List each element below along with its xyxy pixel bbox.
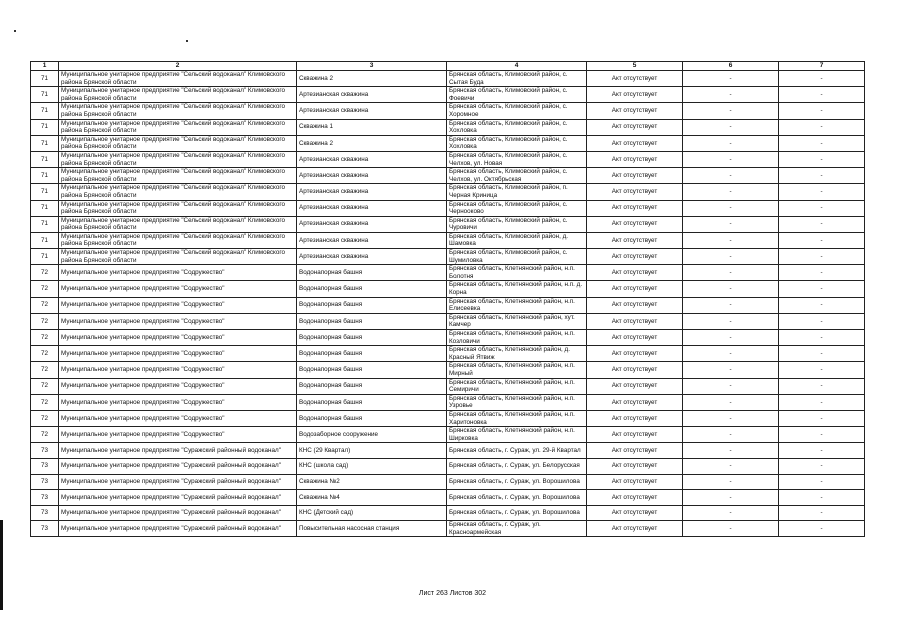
column-7-value: -: [779, 216, 865, 232]
table-row: [31, 71, 865, 87]
act-status: Акт отсутствует: [587, 168, 683, 184]
object-address: Брянская область, Климовский район, с. Сытая Буда: [447, 71, 587, 87]
object-name: Артезианская скважина: [297, 232, 447, 248]
column-6-value: -: [683, 410, 779, 426]
object-address: Брянская область, г. Сураж, ул. Ворошилова: [447, 505, 587, 521]
table-row: [31, 427, 865, 443]
object-name: Артезианская скважина: [297, 87, 447, 103]
column-header: 3: [297, 62, 447, 71]
row-number: 71: [31, 216, 59, 232]
object-address: Брянская область, Климовский район, с. Шумиловка: [447, 249, 587, 265]
column-7-value: -: [779, 474, 865, 490]
row-number: 71: [31, 135, 59, 151]
column-6-value: -: [683, 119, 779, 135]
act-status: Акт отсутствует: [587, 249, 683, 265]
object-name: Водонапорная башня: [297, 313, 447, 329]
object-address: Брянская область, Клетнянский район, хут. Камчер: [447, 313, 587, 329]
row-number: 72: [31, 297, 59, 313]
row-number: 71: [31, 151, 59, 167]
object-address: Брянская область, Климовский район, с. Хохловка: [447, 135, 587, 151]
object-address: Брянская область, Климовский район, с. Чуровичи: [447, 216, 587, 232]
object-address: Брянская область, Клетнянский район, н.п. Болотня: [447, 265, 587, 281]
column-7-value: -: [779, 378, 865, 394]
organization-name: Муниципальное унитарное предприятие "Сельский водоканал" Климовского района Брянской области: [59, 168, 297, 184]
object-name: КНС (29 Квартал): [297, 443, 447, 459]
object-name: КНС (школа сад): [297, 458, 447, 474]
row-number: 72: [31, 427, 59, 443]
act-status: Акт отсутствует: [587, 394, 683, 410]
organization-name: Муниципальное унитарное предприятие "Содружество": [59, 427, 297, 443]
organization-name: Муниципальное унитарное предприятие "Содружество": [59, 394, 297, 410]
act-status: Акт отсутствует: [587, 200, 683, 216]
object-name: Артезианская скважина: [297, 168, 447, 184]
table-row: [31, 281, 865, 297]
column-header: 5: [587, 62, 683, 71]
row-number: 72: [31, 394, 59, 410]
object-address: Брянская область, Клетнянский район, н.п. Елисеевка: [447, 297, 587, 313]
object-address: Брянская область, Клетнянский район, н.п. Харитоновка: [447, 410, 587, 426]
object-address: Брянская область, Клетнянский район, н.п. Узровье: [447, 394, 587, 410]
object-address: Брянская область, Климовский район, с. Фоевичи: [447, 87, 587, 103]
organization-name: Муниципальное унитарное предприятие "Сельский водоканал" Климовского района Брянской области: [59, 232, 297, 248]
row-number: 71: [31, 168, 59, 184]
column-6-value: -: [683, 443, 779, 459]
column-header: 6: [683, 62, 779, 71]
object-address: Брянская область, г. Сураж, ул. 29-й Квартал: [447, 443, 587, 459]
object-address: Брянская область, Климовский район, с. Хохловка: [447, 119, 587, 135]
object-name: Водонапорная башня: [297, 297, 447, 313]
organization-name: Муниципальное унитарное предприятие "Содружество": [59, 378, 297, 394]
column-6-value: -: [683, 521, 779, 537]
column-7-value: -: [779, 135, 865, 151]
column-7-value: -: [779, 168, 865, 184]
act-status: Акт отсутствует: [587, 458, 683, 474]
organization-name: Муниципальное унитарное предприятие "Сельский водоканал" Климовского района Брянской области: [59, 103, 297, 119]
organization-name: Муниципальное унитарное предприятие "Сельский водоканал" Климовского района Брянской области: [59, 200, 297, 216]
object-name: Водонапорная башня: [297, 378, 447, 394]
column-7-value: -: [779, 490, 865, 506]
organization-name: Муниципальное унитарное предприятие "Суражский районный водоканал": [59, 474, 297, 490]
object-address: Брянская область, Клетнянский район, н.п. д. Корна: [447, 281, 587, 297]
object-address: Брянская область, Климовский район, с. Хоромное: [447, 103, 587, 119]
object-address: Брянская область, г. Сураж, ул. Ворошилова: [447, 474, 587, 490]
column-7-value: -: [779, 151, 865, 167]
act-status: Акт отсутствует: [587, 135, 683, 151]
object-name: Повысительная насосная станция: [297, 521, 447, 537]
table-row: [31, 394, 865, 410]
register-table: [30, 61, 865, 537]
column-7-value: -: [779, 103, 865, 119]
column-6-value: -: [683, 474, 779, 490]
column-6-value: -: [683, 184, 779, 200]
object-address: Брянская область, г. Сураж, ул. Красноармейская: [447, 521, 587, 537]
row-number: 73: [31, 474, 59, 490]
column-header: 1: [31, 62, 59, 71]
column-7-value: -: [779, 281, 865, 297]
column-7-value: -: [779, 458, 865, 474]
column-7-value: -: [779, 394, 865, 410]
object-name: Водонапорная башня: [297, 330, 447, 346]
column-7-value: -: [779, 313, 865, 329]
table-row: [31, 505, 865, 521]
object-name: Скважина 1: [297, 119, 447, 135]
act-status: Акт отсутствует: [587, 521, 683, 537]
column-7-value: -: [779, 232, 865, 248]
act-status: Акт отсутствует: [587, 119, 683, 135]
table-row: [31, 458, 865, 474]
organization-name: Муниципальное унитарное предприятие "Содружество": [59, 265, 297, 281]
row-number: 73: [31, 490, 59, 506]
column-6-value: -: [683, 71, 779, 87]
act-status: Акт отсутствует: [587, 71, 683, 87]
act-status: Акт отсутствует: [587, 378, 683, 394]
table-row: [31, 200, 865, 216]
row-number: 71: [31, 71, 59, 87]
organization-name: Муниципальное унитарное предприятие "Суражский районный водоканал": [59, 443, 297, 459]
act-status: Акт отсутствует: [587, 103, 683, 119]
act-status: Акт отсутствует: [587, 216, 683, 232]
object-address: Брянская область, г. Сураж, ул. Белорусская: [447, 458, 587, 474]
column-7-value: -: [779, 87, 865, 103]
column-7-value: -: [779, 249, 865, 265]
column-6-value: -: [683, 135, 779, 151]
table-row: [31, 232, 865, 248]
organization-name: Муниципальное унитарное предприятие "Сельский водоканал" Климовского района Брянской области: [59, 249, 297, 265]
table-row: [31, 265, 865, 281]
organization-name: Муниципальное унитарное предприятие "Сельский водоканал" Климовского района Брянской области: [59, 216, 297, 232]
organization-name: Муниципальное унитарное предприятие "Сельский водоканал" Климовского района Брянской области: [59, 151, 297, 167]
act-status: Акт отсутствует: [587, 330, 683, 346]
act-status: Акт отсутствует: [587, 281, 683, 297]
row-number: 72: [31, 346, 59, 362]
row-number: 72: [31, 378, 59, 394]
object-address: Брянская область, Климовский район, с. Чeлхов, ул. Октябрьская: [447, 168, 587, 184]
organization-name: Муниципальное унитарное предприятие "Сельский водоканал" Климовского района Брянской области: [59, 135, 297, 151]
object-name: Водонапорная башня: [297, 346, 447, 362]
act-status: Акт отсутствует: [587, 313, 683, 329]
table-row: [31, 87, 865, 103]
act-status: Акт отсутствует: [587, 443, 683, 459]
row-number: 71: [31, 249, 59, 265]
table-row: [31, 490, 865, 506]
column-6-value: -: [683, 458, 779, 474]
row-number: 71: [31, 232, 59, 248]
object-name: Артезианская скважина: [297, 200, 447, 216]
scan-speck: [14, 30, 16, 32]
table-row: [31, 443, 865, 459]
table-row: [31, 168, 865, 184]
act-status: Акт отсутствует: [587, 490, 683, 506]
object-name: Скважина №2: [297, 474, 447, 490]
table-row: [31, 297, 865, 313]
object-address: Брянская область, Климовский район, п. Черная Криница: [447, 184, 587, 200]
row-number: 73: [31, 521, 59, 537]
column-6-value: -: [683, 378, 779, 394]
act-status: Акт отсутствует: [587, 265, 683, 281]
table-row: [31, 103, 865, 119]
column-7-value: -: [779, 119, 865, 135]
column-6-value: -: [683, 281, 779, 297]
act-status: Акт отсутствует: [587, 232, 683, 248]
act-status: Акт отсутствует: [587, 362, 683, 378]
organization-name: Муниципальное унитарное предприятие "Суражский районный водоканал": [59, 521, 297, 537]
act-status: Акт отсутствует: [587, 297, 683, 313]
column-6-value: -: [683, 505, 779, 521]
row-number: 72: [31, 313, 59, 329]
act-status: Акт отсутствует: [587, 346, 683, 362]
organization-name: Муниципальное унитарное предприятие "Содружество": [59, 410, 297, 426]
column-6-value: -: [683, 362, 779, 378]
column-header: 2: [59, 62, 297, 71]
table-row: [31, 362, 865, 378]
column-6-value: -: [683, 168, 779, 184]
row-number: 71: [31, 200, 59, 216]
column-7-value: -: [779, 346, 865, 362]
column-header: 7: [779, 62, 865, 71]
act-status: Акт отсутствует: [587, 474, 683, 490]
object-address: Брянская область, Клетнянский район, н.п. Козловичи: [447, 330, 587, 346]
object-name: Артезианская скважина: [297, 249, 447, 265]
table-row: [31, 521, 865, 537]
row-number: 72: [31, 410, 59, 426]
object-name: Артезианская скважина: [297, 103, 447, 119]
object-address: Брянская область, Клетнянский район, н.п. Семиричи: [447, 378, 587, 394]
table-header: [31, 62, 865, 71]
organization-name: Муниципальное унитарное предприятие "Сельский водоканал" Климовского района Брянской области: [59, 184, 297, 200]
column-6-value: -: [683, 249, 779, 265]
row-number: 71: [31, 87, 59, 103]
organization-name: Муниципальное унитарное предприятие "Содружество": [59, 313, 297, 329]
table-row: [31, 330, 865, 346]
object-name: Водозаборное сооружение: [297, 427, 447, 443]
table-row: [31, 216, 865, 232]
column-6-value: -: [683, 216, 779, 232]
object-address: Брянская область, Климовский район, д. Шамовка: [447, 232, 587, 248]
table-row: [31, 378, 865, 394]
column-6-value: -: [683, 87, 779, 103]
column-6-value: -: [683, 232, 779, 248]
column-7-value: -: [779, 410, 865, 426]
row-number: 72: [31, 281, 59, 297]
object-address: Брянская область, Клетнянский район, д. Красный Ятвиж: [447, 346, 587, 362]
object-name: Артезианская скважина: [297, 184, 447, 200]
organization-name: Муниципальное унитарное предприятие "Содружество": [59, 297, 297, 313]
column-6-value: -: [683, 394, 779, 410]
object-name: Водонапорная башня: [297, 362, 447, 378]
table-row: [31, 135, 865, 151]
page-footer: Лист 263 Листов 302: [418, 590, 487, 597]
object-name: Водонапорная башня: [297, 265, 447, 281]
column-6-value: -: [683, 313, 779, 329]
table-row: [31, 119, 865, 135]
row-number: 72: [31, 265, 59, 281]
row-number: 73: [31, 505, 59, 521]
organization-name: Муниципальное унитарное предприятие "Содружество": [59, 362, 297, 378]
act-status: Акт отсутствует: [587, 151, 683, 167]
organization-name: Муниципальное унитарное предприятие "Содружество": [59, 330, 297, 346]
column-7-value: -: [779, 297, 865, 313]
object-name: Скважина 2: [297, 135, 447, 151]
organization-name: Муниципальное унитарное предприятие "Содружество": [59, 281, 297, 297]
column-6-value: -: [683, 297, 779, 313]
table-row: [31, 249, 865, 265]
column-6-value: -: [683, 265, 779, 281]
column-7-value: -: [779, 265, 865, 281]
organization-name: Муниципальное унитарное предприятие "Суражский районный водоканал": [59, 490, 297, 506]
column-6-value: -: [683, 200, 779, 216]
object-address: Брянская область, Клетнянский район, н.п. Ширковка: [447, 427, 587, 443]
column-6-value: -: [683, 490, 779, 506]
row-number: 72: [31, 362, 59, 378]
object-name: Скважина 2: [297, 71, 447, 87]
column-header: 4: [447, 62, 587, 71]
object-address: Брянская область, Клетнянский район, н.п. Мирный: [447, 362, 587, 378]
column-7-value: -: [779, 505, 865, 521]
object-name: Артезианская скважина: [297, 151, 447, 167]
column-7-value: -: [779, 427, 865, 443]
row-number: 73: [31, 443, 59, 459]
column-7-value: -: [779, 443, 865, 459]
table-row: [31, 410, 865, 426]
object-name: Артезианская скважина: [297, 216, 447, 232]
column-7-value: -: [779, 362, 865, 378]
object-name: Водонапорная башня: [297, 410, 447, 426]
column-6-value: -: [683, 151, 779, 167]
object-address: Брянская область, Климовский район, с. Чернооково: [447, 200, 587, 216]
act-status: Акт отсутствует: [587, 87, 683, 103]
column-6-value: -: [683, 346, 779, 362]
column-7-value: -: [779, 71, 865, 87]
table-row: [31, 474, 865, 490]
object-name: Водонапорная башня: [297, 394, 447, 410]
table-body: [31, 71, 865, 537]
object-name: Водонапорная башня: [297, 281, 447, 297]
scan-speck: [186, 40, 188, 42]
object-name: Скважина №4: [297, 490, 447, 506]
organization-name: Муниципальное унитарное предприятие "Сельский водоканал" Климовского района Брянской области: [59, 71, 297, 87]
column-7-value: -: [779, 330, 865, 346]
column-6-value: -: [683, 427, 779, 443]
column-6-value: -: [683, 330, 779, 346]
row-number: 71: [31, 184, 59, 200]
table-row: [31, 346, 865, 362]
row-number: 72: [31, 330, 59, 346]
table-row: [31, 313, 865, 329]
organization-name: Муниципальное унитарное предприятие "Сельский водоканал" Климовского района Брянской области: [59, 119, 297, 135]
row-number: 71: [31, 119, 59, 135]
object-address: Брянская область, г. Сураж, ул. Ворошилова: [447, 490, 587, 506]
column-7-value: -: [779, 200, 865, 216]
table-row: [31, 184, 865, 200]
act-status: Акт отсутствует: [587, 410, 683, 426]
row-number: 71: [31, 103, 59, 119]
column-7-value: -: [779, 184, 865, 200]
object-name: КНС (Детский сад): [297, 505, 447, 521]
act-status: Акт отсутствует: [587, 427, 683, 443]
organization-name: Муниципальное унитарное предприятие "Суражский районный водоканал": [59, 505, 297, 521]
act-status: Акт отсутствует: [587, 505, 683, 521]
object-address: Брянская область, Климовский район, с. Чeлхов, ул. Новая: [447, 151, 587, 167]
organization-name: Муниципальное унитарное предприятие "Содружество": [59, 346, 297, 362]
organization-name: Муниципальное унитарное предприятие "Сельский водоканал" Климовского района Брянской области: [59, 87, 297, 103]
row-number: 73: [31, 458, 59, 474]
act-status: Акт отсутствует: [587, 184, 683, 200]
table-row: [31, 151, 865, 167]
column-7-value: -: [779, 521, 865, 537]
organization-name: Муниципальное унитарное предприятие "Суражский районный водоканал": [59, 458, 297, 474]
column-6-value: -: [683, 103, 779, 119]
